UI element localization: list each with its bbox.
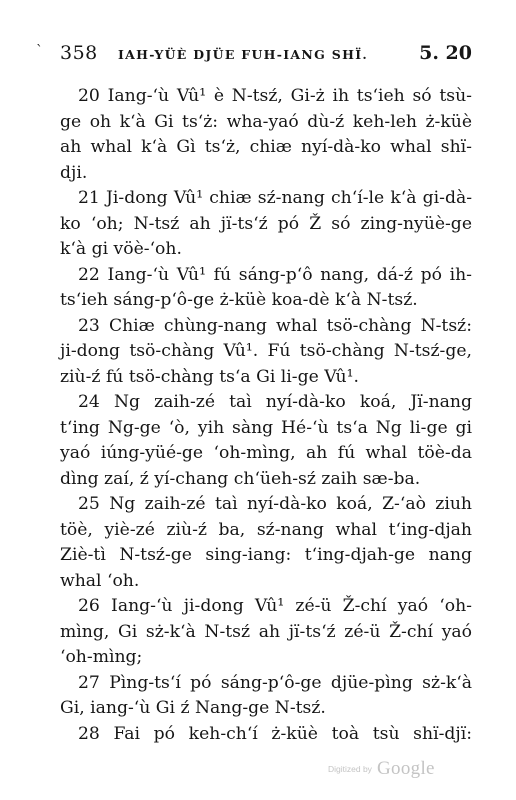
text-line: 26 Iang-‘ù ji-dong Vû¹ zé-ü Ž-chí yaó ‘oh- [78,596,472,616]
text-line: Ziè-tì N-tsź-ge sing-iang: t‘ing-djah-ge nang [60,545,472,565]
text-line: ziù-ź fú tsö-chàng ts‘a Gi li-ge Vû¹. [60,366,359,387]
text-line: ‘oh-mìng; [60,647,143,667]
text-line: 27 Pìng-ts‘í pó sáng-p‘ô-ge djüe-pìng sż-k‘à [78,672,472,693]
text-line: 24 Ng zaih-zé taì nyí-dà-ko koá, Jï-nang [78,392,472,412]
body-text [60,84,472,747]
text-line: yaó iúng-yüé-ge ‘oh-mìng, ah fú whal töè-da [60,443,472,463]
google-logo: Google [377,758,435,779]
text-line: t‘ing Ng-ge ‘ò, yih sàng Hé-‘ù ts‘a Ng li-ge gi [60,417,472,438]
margin-mark: ` [36,43,43,59]
text-line: ko ‘oh; N-tsź ah jï-ts‘ź pó Ž só zing-nyüè-ge [60,213,472,234]
watermark-prefix: Digitized by [328,764,372,774]
page-number: 358 [60,42,98,64]
text-line: dìng zaí, ź yí-chang ch‘üeh-sź zaih sæ-ba. [60,468,421,489]
text-line: 21 Ji-dong Vû¹ chiæ sź-nang ch‘í-le k‘à gi-dà- [78,188,472,208]
text-line: mìng, Gi sż-k‘à N-tsź ah jï-ts‘ź zé-ü Ž-chí yaó [60,621,472,642]
text-line: ge oh k‘à Gi ts‘ż: wha-yaó dù-ź keh-leh ż-küè [60,111,472,132]
text-line: 20 Iang-‘ù Vû¹ è N-tsź, Gi-ż ih ts‘ieh só tsù- [78,86,472,106]
text-line: 23 Chiæ chùng-nang whal tsö-chàng N-tsź: [78,315,472,336]
text-line: 28 Fai pó keh-ch‘í ż-küè toà tsù shï-djï: [78,723,472,744]
chapter-verse-reference: 5. 20 [419,42,472,64]
text-line: Gi, iang-‘ù Gi ź Nang-ge N-tsź. [60,698,326,718]
text-line: k‘à gi vöè-‘oh. [60,239,182,259]
text-line: töè, yiè-zé ziù-ź ba, sź-nang whal t‘ing-djah [60,519,472,540]
text-line: whal ‘oh. [60,570,140,591]
text-line: 25 Ng zaih-zé taì nyí-dà-ko koá, Z-‘aò ziuh [78,494,472,514]
text-line: ah whal k‘à Gì ts‘ż, chiæ nyí-dà-ko whal shï- [60,137,472,157]
text-line: ji-dong tsö-chàng Vû¹. Fú tsö-chàng N-tsź-ge, [60,341,472,361]
running-title: IAH-YÜÈ DJÜE FUH-IANG SHÏ. [118,47,369,62]
text-line: dji. [60,162,88,183]
page-header [60,42,472,66]
text-line: ts‘ieh sáng-p‘ô-ge ż-küè koa-dè k‘à N-tsź. [60,290,418,310]
google-watermark [328,758,435,780]
text-line: 22 Iang-‘ù Vû¹ fú sáng-p‘ô nang, dá-ź pó ih- [78,264,472,285]
